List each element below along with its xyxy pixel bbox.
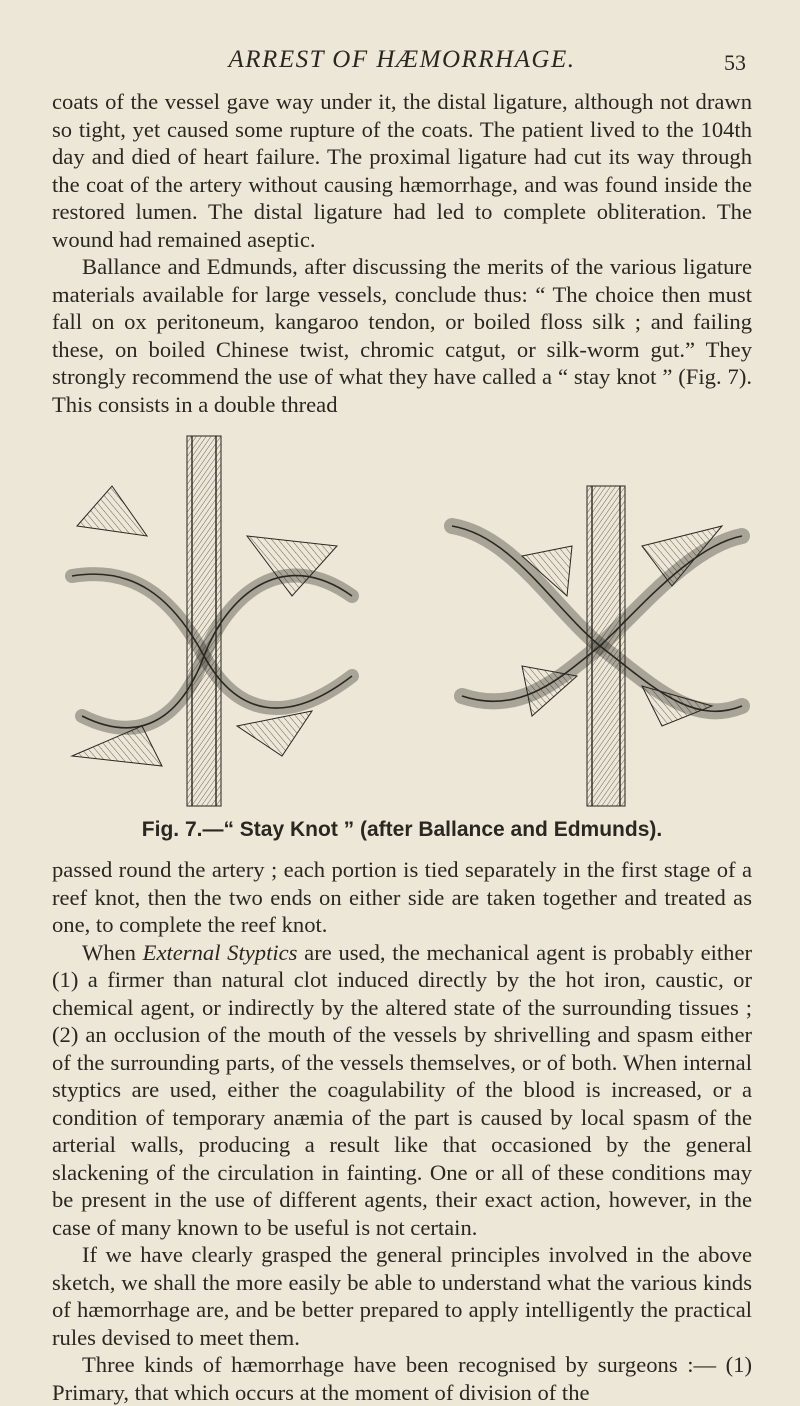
paragraph-5: If we have clearly grasped the general principles involved in the above sketch, we shall the more easily be able to understand what the various kinds of hæmorrhage are, and be better prepared to apply intelligently the practical rules devised to meet them. [52,1242,752,1350]
paragraph-4-lead: When [82,939,143,965]
running-head [52,40,752,88]
paragraph-4-body: are used, the mechanical agent is probably either (1) a firmer than natural clot induced directly by the hot iron, caustic, or chemical agent, or indirectly by the altered state of the surrounding tissues ; (2) an occlusion of the mouth of the vessels by shrivelling and spasm either of the surrounding parts, of the vessels themselves, or of both. When internal styptics are used, either the coagulability of the blood is increased, or a condition of temporary anæmia of the part is caused by local spasm of the arterial walls, producing a result like that occasioned by the general slackening of the circulation in fainting. One or all of these conditions may be present in the use of different agents, their exact action, however, in the case of many known to be useful is not certain. [52,939,752,1240]
paragraph-3: passed round the artery ; each portion is tied separately in the first stage of a reef knot, then the two ends on either side are taken together and treated as one, to complete the reef knot. [52,857,752,937]
paragraph-4 [52,939,752,1242]
running-title: ARREST OF HÆMORRHAGE. [228,46,576,73]
paragraph-2: Ballance and Edmunds, after discussing the merits of the various ligature materials available for large vessels, conclude thus: “ The choice then must fall on ox peritoneum, kangaroo tendon, or boiled floss silk ; and failing these, on boiled Chinese twist, chromic catgut, or silk-worm gut.” They strongly recommend the use of what they have called a “ stay knot ” (Fig. 7). This consists in a double thread [52,254,752,417]
paragraph-1: coats of the vessel gave way under it, the distal ligature, although not drawn so tight, yet caused some rupture of the coats. The patient lived to the 104th day and died of heart failure. The proximal ligature had cut its way through the coat of the artery without causing hæmorrhage, and was found inside the restored lumen. The distal ligature had led to complete obliteration. The wound had remained aseptic. [52,89,752,252]
external-styptics-term: External Styptics [142,939,298,965]
left-knot-drawing [72,436,352,806]
figure-caption: Fig. 7.—“ Stay Knot ” (after Ballance and Edmunds). [141,818,663,841]
stay-knot-illustration [52,426,752,816]
paragraph-6: Three kinds of hæmorrhage have been recognised by surgeons :— (1) Primary, that which occurs at the moment of division of the [52,1352,752,1405]
page-number: 53 [724,50,746,75]
right-knot-drawing [452,486,742,806]
figure-stay-knot [52,426,752,816]
